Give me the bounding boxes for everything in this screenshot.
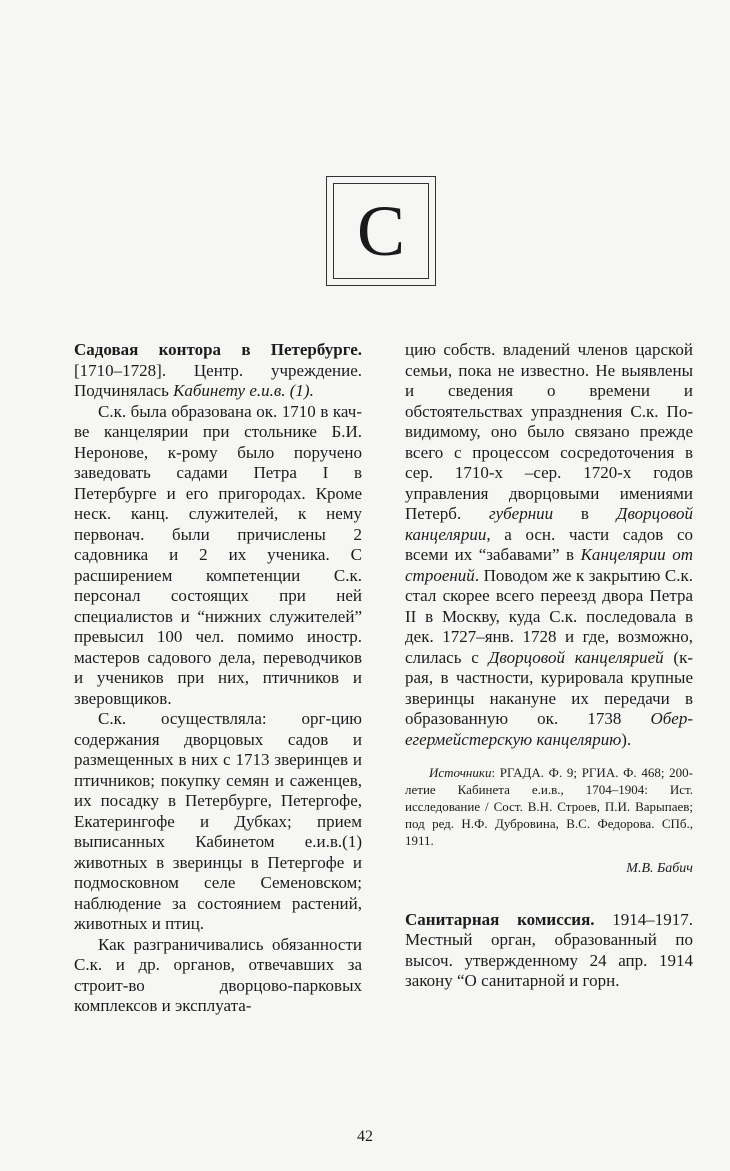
italic-reference: Канцелярии от строений	[405, 545, 693, 585]
entry2-header	[405, 910, 693, 992]
entry1-intro-link: Кабинету е.и.в. (1).	[173, 381, 314, 400]
entry1-paragraph-2: С.к. осуществляла: орг-цию содержания дворцовых садов и размещенных в них с 1713 зверинцев и птичников; покупку семян и саженцев, их посадку в Петербурге, Петергофе, Екатерингофе и Дубках; прием выписанных Кабинетом е.и.в.(1) животных в зверинцы в Петергофе и подмосковном селе Семеновском; наблюдение за состоянием растений, животных и птиц.	[74, 709, 362, 933]
entry1-paragraph-3b	[405, 340, 693, 750]
italic-reference: Обер-егермейстерскую канцелярию	[405, 709, 693, 749]
italic-reference: Дворцовой канцелярии	[405, 504, 693, 544]
paragraph-text: цию собств. владений членов царской семьи, пока не известно. Не выявлены и сведения о времени и обстоятельствах упразднения С.к. По-видимому, оно было связано прежде всего с процессом сосредоточения в сер. 1710-х –сер. 1720-х годов управления дворцовыми имениями Петерб.	[405, 340, 693, 523]
paragraph-text: . Поводом же к закрытию С.к. стал скорее всего переезд двора Петра II в Москву, куда С.к. последовала в дек. 1727–янв. 1728 и где, возможно, слилась с	[405, 565, 693, 667]
right-column	[405, 340, 693, 992]
italic-reference: Дворцовой канцелярией	[488, 647, 664, 667]
paragraph-text: , а осн. части садов со всеми их “забавами” в	[405, 524, 693, 564]
entry1-title: Садовая контора в Петербурге.	[74, 340, 362, 359]
sources-label: Источники	[429, 765, 492, 780]
entry1-header	[74, 340, 362, 402]
entry1-sources	[405, 764, 693, 849]
section-letter: С	[333, 183, 429, 279]
entry1-paragraph-1: С.к. была образована ок. 1710 в кач-ве канцелярии при стольнике Б.И. Неронове, к-рому было поручено заведовать садами Петра I в Петербурге и его пригородах. Кроме неск. канц. служителей, к нему первонач. были причислены 2 садовника и 2 их ученика. С расширением компетенции С.к. персонал состоящих при ней специалистов и “нижних служителей” превысил 100 чел. помимо иностр. мастеров садового дела, переводчиков и учеников при них, птичников и зверовщиков.	[74, 401, 362, 708]
entry1-intro: [1710–1728]. Центр. учреждение. Подчинялась	[74, 360, 362, 400]
entry1-paragraph-3a	[74, 935, 362, 1017]
paragraph-text: ).	[621, 729, 632, 749]
sources-text: : РГАДА. Ф. 9; РГИА. Ф. 468; 200-летие Кабинета е.и.в., 1704–1904: Ист. исследование / Сост. В.Н. Строев, П.И. Варыпаев; под ред. Н.Ф. Дубровина, В.С. Федорова. СПб., 1911.	[405, 765, 693, 848]
entry1-author: М.В. Бабич	[626, 861, 693, 876]
paragraph-text: в	[553, 504, 617, 523]
italic-reference: губернии	[488, 504, 554, 523]
paragraph-text: (к-рая, в частности, курировала крупные зверинцы накануне их передачи в образованную ок. 1738	[405, 647, 694, 728]
left-column	[74, 340, 362, 1017]
entry2-title: Санитарная комиссия.	[405, 909, 595, 929]
entry1-paragraph-3-start: Как разграничивались обязанности С.к. и др. органов, отвечавших за строит-во дворцово-парковых комплексов и эксплуата-	[74, 934, 362, 1015]
section-letter-frame	[326, 176, 436, 286]
entry2-text: 1914–1917. Местный орган, образованный по высоч. утвержденному 24 апр. 1914 закону “О санитарной и горн.	[405, 909, 694, 990]
page-number: 42	[357, 1128, 373, 1145]
